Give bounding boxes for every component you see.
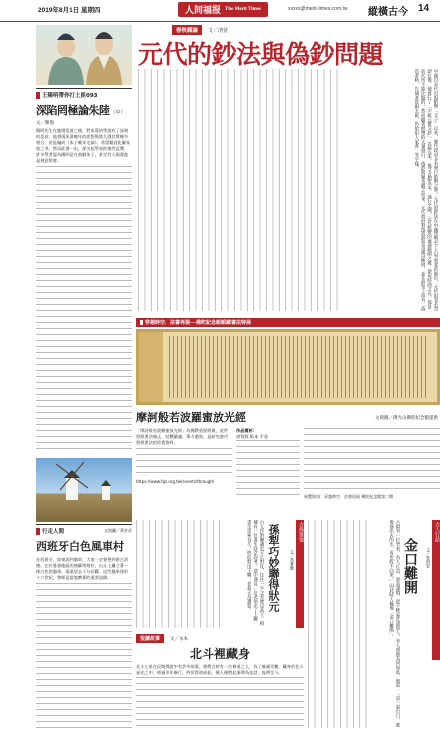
- left-article-title-note: （中）: [110, 110, 126, 116]
- right-body-filler: [308, 520, 368, 728]
- travel-title: 西班牙白色風車村: [36, 540, 124, 553]
- art-body-filler: [136, 448, 232, 478]
- bottom-author: 文／永本: [170, 636, 189, 642]
- art-url[interactable]: https://www.fgs.org.tw/events/through/: [136, 479, 215, 484]
- main-author: 文／清萱: [208, 27, 229, 34]
- left-body-filler: [36, 166, 132, 450]
- right-article: [308, 520, 440, 730]
- travel-article: [36, 524, 132, 730]
- scholar-illustration: [36, 25, 132, 85]
- kicker-marker-icon: [140, 320, 143, 325]
- left-article: [36, 88, 132, 454]
- art-exhibit: 展覽資訊：穿越時空．法書再現 佛陀紀念館第二館: [304, 494, 394, 499]
- main-column-tag: 春秋雜論: [172, 25, 202, 35]
- right-kicker: 古人行誼: [432, 520, 440, 660]
- art-info: [236, 428, 300, 514]
- bottom-title: 北斗裡藏身: [189, 647, 250, 661]
- page-header: [0, 0, 440, 22]
- logo-en: The Merit Times: [225, 7, 261, 12]
- main-body-text: 中國自宋代出現紙幣「交子」以來，歷代政府多有發行紙幣之舉。元代的鈔法在中國貨幣史上占有重要的地位，元世祖忽必烈即位後，便發行了「中統元寶交鈔」，以絲為本，後又以銀為本，通行全國。元代紙幣的流通範圍之廣、使用時間之長，都是前代所不能比擬的。然而隨著紙幣的大量發行，偽鈔問題也隨之而來。元代政府對偽造鈔票者處以極刑，並在鈔票上印有「偽造者斬，告捕者賞銀五錠，仍給犯人家產」等字樣。: [413, 69, 438, 311]
- travel-author: 文與圖／黃芳祥: [104, 528, 132, 533]
- art-info-filler: [236, 440, 300, 496]
- art-kicker-text: 穿越時空．法書再現──佛陀紀念館館藏書法特展: [145, 320, 252, 326]
- left-article-title: 深陷罔極論朱陸: [36, 104, 110, 117]
- main-article: [136, 25, 440, 313]
- art-info-title: 作品賞析：: [236, 428, 257, 433]
- bottom-article: [136, 634, 304, 732]
- art-body-cols: [136, 428, 440, 514]
- header-date: 2019年8月1日 星期四: [38, 7, 101, 14]
- middle-article: [136, 520, 304, 630]
- art-info-text: 唐寫經 紙本 手卷: [236, 434, 268, 439]
- main-body-filler: [138, 69, 342, 311]
- middle-body: [136, 520, 264, 628]
- bottom-body-text: 北斗七星在民間傳說中有許多故事。相傳古時有一位修道之人，為了躲避災難，藏身於北斗星光之中，經過多年修行，終於得道成仙，後人便將此事傳為佳話，流傳至今。: [136, 664, 304, 675]
- middle-title: 孫犁巧妙聯得狀元: [267, 524, 280, 612]
- left-article-body: [36, 128, 132, 450]
- newspaper-logo: [178, 2, 268, 17]
- art-feature: [136, 318, 440, 516]
- header-email: xxxxx@merit-times.com.tw: [288, 6, 348, 12]
- section-name: 縱橫古今: [368, 7, 408, 18]
- kicker-marker-icon: [36, 528, 40, 535]
- middle-author: 文／黃雅勤: [290, 550, 295, 570]
- logo-text: 人间福报: [185, 6, 222, 16]
- scroll-rod: [139, 332, 163, 402]
- middle-body-filler: [136, 520, 224, 628]
- windmill-image: [36, 458, 132, 522]
- art-title: 摩訶般若波羅蜜放光經: [136, 411, 246, 424]
- travel-kicker: [36, 527, 64, 535]
- travel-photo: [36, 458, 132, 522]
- right-body-text: 古時有一位學者，為人正直，說話謹慎，從不輕易許諾別人。有人問他為何如此，他說：「話一說出口，就像潑出去的水，再也收不回來。」因此時人稱他「金口難開」。: [388, 520, 400, 727]
- travel-body-filler: [36, 583, 132, 733]
- bottom-body: [136, 664, 304, 735]
- scripture-scroll-image: [136, 329, 440, 405]
- scholars-image: [36, 25, 132, 85]
- bottom-kicker: 悅讀故事: [136, 634, 164, 643]
- right-header: [420, 520, 440, 660]
- main-body: [138, 69, 438, 311]
- left-article-kicker: [36, 88, 132, 99]
- kicker-marker-icon: [36, 92, 40, 99]
- left-article-author: 文／陳復: [36, 121, 54, 126]
- art-kicker: [136, 318, 440, 327]
- travel-kicker-text: 行走人間: [42, 529, 65, 535]
- art-credit: 文與圖／佛光山佛陀紀念館提供: [375, 416, 438, 421]
- main-title: 元代的鈔法與偽鈔問題: [138, 40, 384, 69]
- travel-body: [36, 557, 132, 733]
- left-body-text: 陽明先生在龍場悟道之後，對朱熹的學說有了深刻的反省。他發現朱熹晚年的思想與陸九淵其實頗多相合，於是編成《朱子晚年定論》，希望藉此化解朱陸之爭。然而此書一出，卻引起學界的強烈反彈，許多學者認為陽明是在曲解朱子，甚至有人指責他是刻意附會。: [36, 128, 131, 163]
- art-body-text: 「摩訶般若波羅蜜放光經」為佛教重要經典，此件寫經書法端正，結體嚴謹，筆力遒勁，是研究唐代寫經書法的珍貴資料。: [136, 428, 229, 445]
- middle-body-text: 古人作對聯講究平仄對仗，往往一字之差便見高下。相傳有一位書生赴京趕考，途中遇見一位老翁出了上聯，書生思索良久，終於對出下聯，老翁大為讚賞。: [246, 520, 264, 626]
- right-title: 金口難開: [402, 538, 418, 594]
- art-side: [304, 428, 440, 514]
- travel-body-text: 在西班牙，如果說到風車，大家一定會想到唐吉訶德。在拉曼查地區的康蘇埃格拉，山丘上矗立著一排白色的風車，遠遠望去十分壯觀。這些風車建於十六世紀，曾經是當地磨麥的重要設備。: [36, 557, 129, 580]
- right-author: 文／曾昭安: [426, 548, 431, 568]
- bottom-body-filler: [136, 677, 304, 727]
- scroll-writing: [169, 336, 429, 398]
- art-side-filler: [304, 428, 440, 494]
- page-number: 14: [418, 3, 430, 14]
- art-body: [136, 428, 232, 514]
- middle-kicker: 古典雜憶: [296, 520, 304, 628]
- middle-header: [282, 520, 304, 628]
- left-kicker-text: 王陽明帶你打土匪093: [42, 93, 98, 99]
- right-body: [308, 520, 400, 728]
